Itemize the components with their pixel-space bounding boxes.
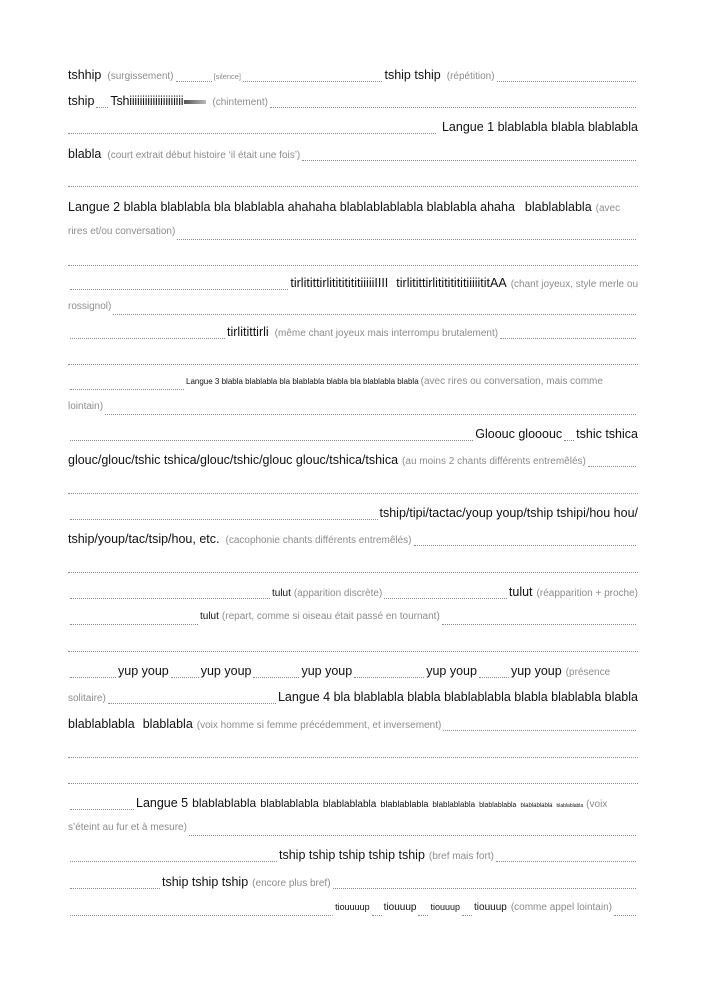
- line-19: [68, 532, 638, 550]
- line-14: [68, 401, 638, 419]
- birdsong: yup youp: [301, 664, 353, 678]
- line-3: [68, 120, 638, 138]
- stage-direction: s’éteint au fur et à mesure): [68, 822, 187, 833]
- stage-direction: (avec rires ou conversation, mais comme: [420, 376, 603, 387]
- birdsong: tship tship tship tship tship: [279, 848, 425, 862]
- language-passage-fading: blablablabla: [432, 800, 476, 809]
- stage-direction: (comme appel lointain): [510, 902, 612, 913]
- birdsong: tiouuup: [474, 902, 507, 913]
- line-5: [68, 173, 638, 191]
- line-29: [68, 796, 638, 814]
- line-22: [68, 611, 638, 629]
- line-28: [68, 770, 638, 788]
- line-25: [68, 690, 638, 708]
- language-passage-fading: blablablabla: [322, 799, 377, 810]
- stage-direction: (encore plus bref): [252, 878, 331, 889]
- language-passage: Langue 5: [136, 796, 189, 810]
- birdsong: yup youp: [200, 664, 252, 678]
- birdsong: tship/youp/tac/tsip/hou, etc.: [68, 532, 220, 546]
- birdsong: tulut: [200, 611, 219, 622]
- line-30: [68, 822, 638, 840]
- stage-direction: (voix homme si femme précédemment, et inversement): [196, 720, 442, 731]
- birdsong: tulut: [508, 585, 533, 599]
- language-passage-fading: blablablabla: [520, 803, 553, 809]
- stage-direction: (même chant joyeux mais interrompu brutalement): [274, 328, 499, 339]
- language-passage: Langue 4 bla blablabla blabla blablablabla blabla blablabla blabla: [277, 690, 638, 704]
- voice-word: tship tship: [384, 68, 441, 82]
- stage-direction: (cacophonie chants différents entremêlés): [225, 535, 412, 546]
- birdsong: tship tship tship: [162, 875, 249, 889]
- line-15: [68, 427, 638, 445]
- language-passage: blabla: [68, 147, 102, 161]
- line-8: [68, 252, 638, 270]
- language-passage: Langue 2 blabla blablabla bla blablabla ahahaha blablablablabla blablabla ahaha: [68, 200, 515, 214]
- birdsong: yup youp: [118, 664, 169, 678]
- stage-direction: rossignol): [68, 301, 112, 312]
- voice-word: tship: [68, 94, 95, 108]
- language-passage: Langue 3 blabla blablabla bla blablabla blabla bla blablabla blabla: [186, 377, 419, 386]
- line-11: [68, 325, 638, 343]
- line-33: [68, 902, 638, 920]
- fade-tail: [184, 100, 206, 104]
- line-31: [68, 848, 638, 866]
- line-10: [68, 301, 638, 319]
- line-1: [68, 68, 638, 86]
- line-6: [68, 200, 638, 218]
- line-17: [68, 480, 638, 498]
- stage-direction: (repart, comme si oiseau était passé en tournant): [221, 611, 440, 622]
- line-4: [68, 147, 638, 165]
- stage-direction: (au moins 2 chants différents entremêlés): [402, 456, 586, 467]
- birdsong: tirlitittirli: [227, 325, 269, 339]
- voice-word-fading: Tshiiiiiiiiiiiiiiiiiiiii: [110, 94, 184, 108]
- birdsong: tiouuup: [430, 902, 461, 912]
- language-passage-fading: blablablabla: [556, 803, 584, 809]
- stage-direction: (apparition discrète): [293, 588, 383, 599]
- line-9: [68, 276, 638, 294]
- silence-marker: [silence]: [213, 72, 242, 81]
- birdsong: tirlitittirlitititititiiiiititAA: [396, 276, 507, 290]
- birdsong: tship/tipi/tactac/youp youp/tship tshipi/hou hou/: [379, 506, 638, 520]
- stage-direction: (réapparition + proche): [536, 588, 638, 599]
- language-passage-fading: blablablabla: [479, 802, 517, 809]
- line-21: [68, 585, 638, 603]
- stage-direction: (chant joyeux, style merle ou: [510, 279, 638, 290]
- stage-direction: (surgissement): [107, 71, 174, 82]
- line-7: [68, 226, 638, 244]
- stage-direction: (chintement): [212, 97, 268, 108]
- birdsong: yup youp: [426, 664, 477, 678]
- stage-direction: (présence: [565, 667, 611, 678]
- stage-direction: (répétition): [446, 71, 495, 82]
- stage-direction: (court extrait début histoire ‘il était une fois’): [107, 150, 301, 161]
- line-27: [68, 744, 638, 762]
- birdsong: Gloouc glooouc: [475, 427, 563, 441]
- birdsong: glouc/glouc/tshic tshica/glouc/tshic/glouc glouc/tshica/tshica: [68, 453, 399, 467]
- line-20: [68, 559, 638, 577]
- line-16: [68, 453, 638, 471]
- language-passage-fading: blablablabla: [192, 796, 257, 810]
- line-13: [68, 376, 638, 394]
- stage-direction: (voix: [586, 799, 608, 810]
- line-23: [68, 638, 638, 656]
- language-passage-fading: blablablabla: [380, 799, 429, 809]
- birdsong: yup youp: [510, 664, 562, 678]
- birdsong: tiouuup: [383, 902, 417, 913]
- language-passage: blablabla: [142, 717, 193, 731]
- stage-direction: rires et/ou conversation): [68, 226, 176, 237]
- line-26: [68, 717, 638, 735]
- line-2: [68, 94, 638, 112]
- language-passage: blablablabla: [524, 200, 592, 214]
- stage-direction: (avec: [595, 203, 621, 214]
- language-passage-fading: blablablabla: [260, 798, 319, 810]
- birdsong: tiouuuup: [335, 902, 370, 912]
- language-passage: Langue 1 blablabla blabla blablabla: [441, 120, 638, 134]
- line-32: [68, 875, 638, 893]
- birdsong: tirlitittirlitititititiiiiiIIII: [290, 276, 389, 290]
- voice-word: tshhip: [68, 68, 102, 82]
- line-24: [68, 664, 638, 682]
- birdsong: tshic tshica: [576, 427, 638, 441]
- line-12: [68, 351, 638, 369]
- stage-direction: (bref mais fort): [428, 851, 494, 862]
- line-18: [68, 506, 638, 524]
- language-passage: blablablabla: [68, 717, 135, 731]
- stage-direction: lointain): [68, 401, 104, 412]
- stage-direction: solitaire): [68, 693, 106, 704]
- birdsong: tulut: [272, 588, 291, 599]
